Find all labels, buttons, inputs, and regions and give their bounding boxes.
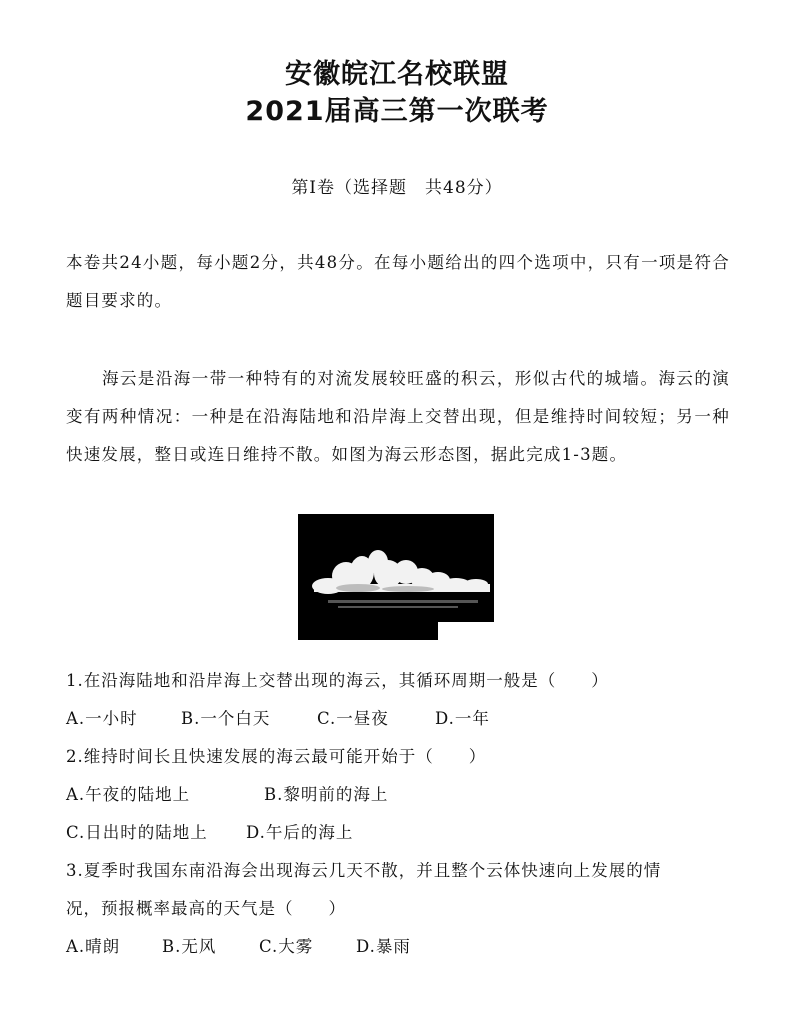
q1-option-b[interactable]: B.一个白天 <box>181 709 271 728</box>
q3-option-b[interactable]: B.无风 <box>162 937 217 956</box>
passage-paragraph: 海云是沿海一带一种特有的对流发展较旺盛的积云，形似古代的城墙。海云的演变有两种情况：一种是在沿海陆地和沿岸海上交替出现，但是维持时间较短；另一种快速发展，整日或连日维持不散。如图为海云形态图，据此完成1-3题。 <box>66 369 730 464</box>
instructions-paragraph: 本卷共24小题，每小题2分，共48分。在每小题给出的四个选项中，只有一项是符合题目要求的。 <box>66 253 730 310</box>
question-1-options <box>66 705 490 729</box>
section-title: 第Ⅰ卷（选择题 共48分） <box>291 178 503 198</box>
question-3-stem-line-2: 况，预报概率最高的天气是（ ） <box>66 899 346 918</box>
q2-option-a[interactable]: A.午夜的陆地上 <box>66 785 191 804</box>
question-2-stem: 2.维持时间长且快速发展的海云最可能开始于（ ） <box>66 747 487 766</box>
q3-option-a[interactable]: A.晴朗 <box>66 937 121 956</box>
title-line-1: 安徽皖江名校联盟 <box>285 59 509 90</box>
q1-option-d[interactable]: D.一年 <box>435 709 490 728</box>
q1-option-c[interactable]: C.一昼夜 <box>317 709 389 728</box>
q1-option-a[interactable]: A.一小时 <box>66 709 138 728</box>
q2-option-b[interactable]: B.黎明前的海上 <box>264 785 389 804</box>
sea-cloud-photo <box>298 514 494 640</box>
title-line-2: 2021届高三第一次联考 <box>245 96 549 127</box>
question-3-options <box>66 933 411 957</box>
q2-option-d[interactable]: D.午后的海上 <box>246 823 354 842</box>
q3-option-c[interactable]: C.大雾 <box>259 937 314 956</box>
cloud-illustration <box>298 514 494 640</box>
question-1-stem: 1.在沿海陆地和沿岸海上交替出现的海云，其循环周期一般是（ ） <box>66 671 609 690</box>
q2-option-c[interactable]: C.日出时的陆地上 <box>66 823 208 842</box>
question-3-stem-line-1: 3.夏季时我国东南沿海会出现海云几天不散，并且整个云体快速向上发展的情 <box>66 861 662 880</box>
question-2-options-row1 <box>66 781 388 805</box>
question-2-options-row2 <box>66 819 353 843</box>
q3-option-d[interactable]: D.暴雨 <box>356 937 411 956</box>
